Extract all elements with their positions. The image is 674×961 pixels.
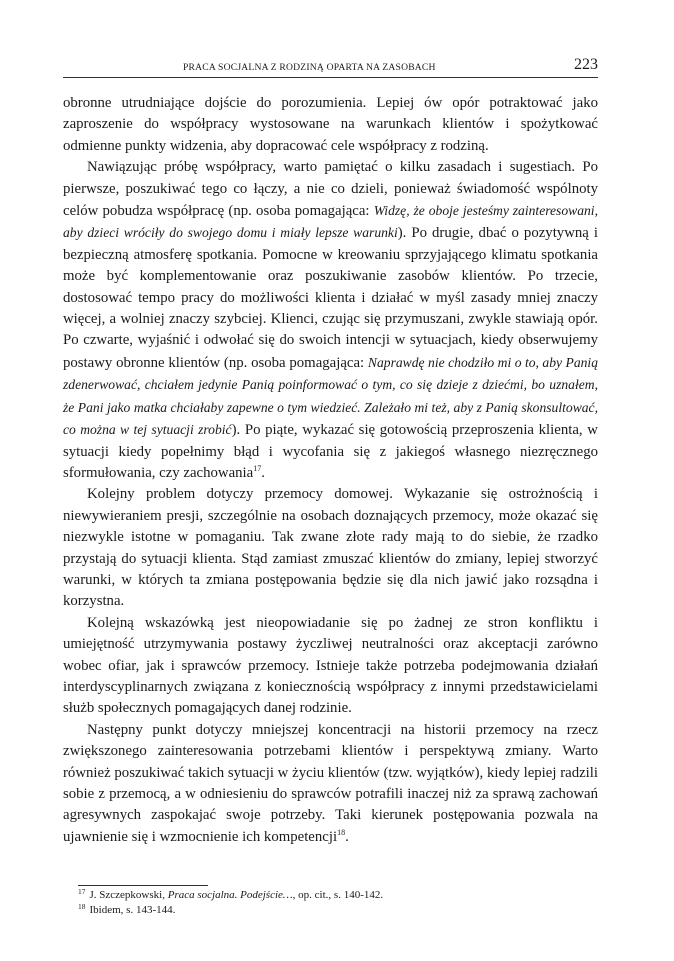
footnote-divider	[78, 885, 208, 886]
paragraph-text: Kolejny problem dotyczy przemocy domowej. Wykazanie się ostrożnością i niewywieraniem presji, szczególnie na osobach doznających przemocy, może okazać się niezwykle istotne w pomaganiu. Tak zwane złote rady mają to do siebie, że rzadko przystają do sytuacji klienta. Stąd zamiast zmuszać klientów do zmiany, lepiej stworzyć warunki, w których ta zmiana postępowania będzie się dla nich jawić jako rozsądna i korzystna.	[63, 486, 598, 610]
paragraph	[63, 484, 598, 612]
paragraph-text: .	[261, 464, 265, 481]
paragraph-text: Nawiązując próbę współpracy, warto pamiętać o kilku zasadach i sugestiach. Po pierwsze, poszukiwać tego co łączy, a nie co dzieli, ponieważ świadomość wspólnoty celów pobudza współpracę (np. osoba pomagająca:	[63, 159, 598, 220]
paragraph-text: .	[345, 828, 349, 845]
italic-quote: Naprawdę nie chodziło mi o to, aby Panią zdenerwować, chciałem jedynie Panią poinformować o tym, co się dzieje z dziećmi, bo uznałem, że Pani jako matka chciałaby zapewne o tym wiedzieć. Zależało mi też, aby z Panią skonsultować, co można w tej sytuacji zrobić	[63, 354, 598, 438]
footnote-number: 18	[78, 902, 86, 911]
paragraph-text: ). Po piąte, wykazać się gotowością przeproszenia klienta, w sytuacji kiedy popełnimy błąd i wycofania się z jakiegoś własnego niezręcznego sformułowania, czy zachowania	[63, 422, 598, 481]
footnote-reference[interactable]: 18	[337, 827, 346, 837]
paragraph	[63, 720, 598, 848]
running-header	[63, 57, 598, 78]
paragraph	[63, 157, 598, 484]
paragraph-text: obronne utrudniające dojście do porozumienia. Lepiej ów opór potraktować jako zaproszenie do współpracy wystosowane na warunkach klientów i spożytkować odmienne punkty widzenia, aby dopracować cele współpracy z rodziną.	[63, 95, 598, 154]
footnote-text: Ibidem, s. 143-144.	[89, 904, 176, 916]
footnote-text: , op. cit., s. 140-142.	[292, 889, 384, 901]
footnotes	[78, 888, 578, 918]
footnote-reference[interactable]: 17	[253, 463, 262, 473]
paragraph-text: ). Po drugie, dbać o pozytywną i bezpieczną atmosferę spotkania. Pomocne w kreowaniu sprzyjającego klimatu spotkania może być komplementowanie oraz poszukiwanie zasobów klientów. Po trzecie, dostosować tempo pracy do możliwości klienta i działać w myśl zasady mniej znaczy więcej, a wolniej znaczy szybciej. Klienci, czując się przymuszani, zwykle stawiają opór. Po czwarte, wyjaśnić i odwołać się do swoich intencji w sytuacjach, kiedy obserwujemy postawy obronne klientów (np. osoba pomagająca:	[63, 225, 598, 371]
paragraph-text: Następny punkt dotyczy mniejszej koncentracji na historii przemocy na rzecz zwiększonego zainteresowania potrzebami klientów i perspektywą zmiany. Warto również poszukiwać takich sytuacji w życiu klientów (tzw. wyjątków), kiedy lepiej radzili sobie z przemocą, a w odniesieniu do sprawców potrafili inaczej niż za sprawą zachowań agresywnych zaspokajać swoje potrzeby. Taki kierunek postępowania pozwala na ujawnienie się i wzmocnienie ich kompetencji	[63, 721, 598, 845]
page-number: 223	[574, 56, 598, 73]
footnote-number: 17	[78, 887, 86, 896]
running-title: PRACA SOCJALNA Z RODZINĄ OPARTA NA ZASOBACH	[183, 62, 436, 73]
body-text	[63, 93, 598, 848]
footnote-text: J. Szczepkowski,	[89, 889, 168, 901]
footnote	[78, 903, 578, 918]
italic-quote: Widzę, że oboje jesteśmy zainteresowani, aby dzieci wróciły do swojego domu i miały lepsze warunki	[63, 203, 598, 241]
footnote	[78, 888, 578, 903]
paragraph-text: Kolejną wskazówką jest nieopowiadanie się po żadnej ze stron konfliktu i umiejętność utrzymywania postawy życzliwej neutralności oraz akceptacji zarówno wobec ofiar, jak i sprawców przemocy. Istnieje także potrzeba podejmowania działań interdyscyplinarnych związana z koniecznością współpracy z innymi przedstawicielami służb społecznych pomagających danej rodzinie.	[63, 614, 598, 717]
footnote-title: Praca socjalna. Podejście…	[167, 889, 293, 901]
paragraph	[63, 613, 598, 720]
paragraph	[63, 93, 598, 157]
